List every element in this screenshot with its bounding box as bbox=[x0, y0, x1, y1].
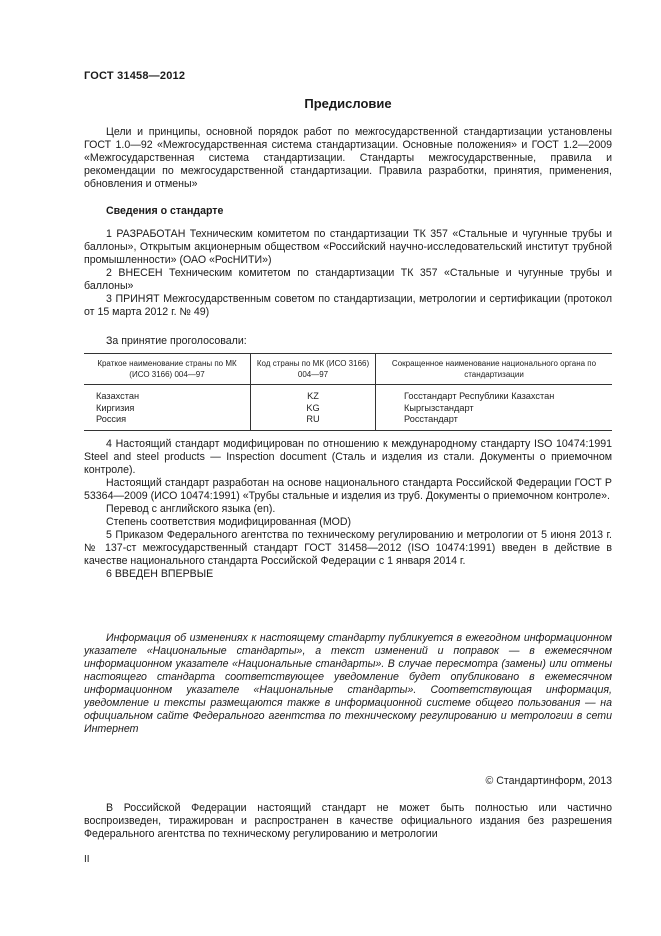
country-cell: Киргизия bbox=[96, 402, 135, 413]
code-cell: KG bbox=[251, 403, 376, 415]
table-row bbox=[84, 403, 612, 415]
header-national-organ: Сокращенное наименование национального органа по стандартизации bbox=[376, 354, 613, 385]
country-cell: Россия bbox=[84, 414, 251, 430]
votes-table bbox=[84, 353, 612, 431]
table-row bbox=[84, 414, 612, 430]
organ-cell: Росстандарт bbox=[376, 414, 613, 430]
standard-info-items bbox=[84, 228, 612, 319]
code-cell: KZ bbox=[251, 385, 376, 403]
code-cell: RU bbox=[251, 414, 376, 430]
preface-intro-text: Цели и принципы, основной порядок работ по межгосударственной стандартизации установлены ГОСТ 1.0—92 «Межгосударственная система стандартизации. Основные положения» и ГОСТ 1.2—2009 «Межгосударственная система стандартизации. Стандарты межгосударственные, правила и рекомендации по межгосударственной стандартизации. Правила разработки, принятия, применения, обновления и отмены» bbox=[84, 126, 612, 190]
page-number: II bbox=[84, 854, 90, 865]
header-country-name: Краткое наименование страны по МК (ИСО 3166) 004—97 bbox=[84, 354, 251, 385]
votes-table-header-row bbox=[84, 354, 612, 385]
item-6-introduced: 6 ВВЕДЕН ВПЕРВЫЕ bbox=[106, 568, 214, 580]
votes-title: За принятие проголосовали: bbox=[106, 335, 247, 347]
changes-information-notice: Информация об изменениях к настоящему стандарту публикуется в ежегодном информационном указателе «Национальные стандарты», а текст изменений и поправок — в ежемесячном информационном указателе «Национальные стандарты». В случае пересмотра (замены) или отмены настоящего стандарта соответствующее уведомление будет опубликовано в ежемесячном информационном указателе «Национальные стандарты». Соответствующая информация, уведомление и тексты размещаются также в информационной системе общего пользования — на официальном сайте Федерального агентства по техническому регулированию и метрологии в сети Интернет bbox=[84, 632, 612, 735]
item-5-order: 5 Приказом Федерального агентства по техническому регулированию и метрологии от 5 июня 2013 г. № 137-ст межгосударственный стандарт ГОСТ 31458—2012 (ISO 10474:1991) введен в действие в качестве национального стандарта Российской Федерации с 1 января 2014 г. bbox=[84, 529, 612, 567]
table-row bbox=[84, 385, 612, 403]
standard-info-items-continued bbox=[84, 438, 612, 581]
reproduction-rights-notice: В Российской Федерации настоящий стандарт не может быть полностью или частично воспроизведен, тиражирован и распространен в качестве официального издания без разрешения Федерального агентства по техническому регулированию и метрологии bbox=[84, 802, 612, 840]
standard-info-item-3: 3 ПРИНЯТ Межгосударственным советом по стандартизации, метрологии и сертификации (протокол от 15 марта 2012 г. № 49) bbox=[84, 293, 612, 318]
item-4-modification: 4 Настоящий стандарт модифицирован по отношению к международному стандарту ISO 10474:1991 Steel and steel products — Inspection document (Сталь и изделия из стали. Документы о приемочном контроле). bbox=[84, 438, 612, 476]
copyright: © Стандартинформ, 2013 bbox=[485, 775, 612, 787]
preface-title: Предисловие bbox=[304, 96, 392, 111]
item-translation: Перевод с английского языка (en). bbox=[106, 503, 276, 515]
item-basis-standard: Настоящий стандарт разработан на основе национального стандарта Российской Федерации ГОСТ Р 53364—2009 (ИСО 10474:1991) «Трубы стальные и изделия из труб. Документы о приемочном контроле». bbox=[84, 477, 612, 502]
standard-info-title: Сведения о стандарте bbox=[106, 205, 224, 217]
item-conformity-degree: Степень соответствия модифицированная (MOD) bbox=[106, 516, 352, 528]
document-code: ГОСТ 31458—2012 bbox=[84, 70, 186, 82]
preface-intro bbox=[84, 126, 612, 191]
organ-cell: Госстандарт Республики Казахстан bbox=[376, 385, 613, 403]
standard-info-item-1: 1 РАЗРАБОТАН Техническим комитетом по стандартизации ТК 357 «Стальные и чугунные трубы и баллоны», Открытым акционерным обществом «Российский научно-исследовательский институт трубной промышленности» (ОАО «РосНИТИ») bbox=[84, 228, 612, 266]
country-cell: Казахстан bbox=[96, 391, 140, 401]
organ-cell: Кыргызстандарт bbox=[376, 403, 613, 415]
header-country-code: Код страны по МК (ИСО 3166) 004—97 bbox=[251, 354, 376, 385]
standard-info-item-2: 2 ВНЕСЕН Техническим комитетом по стандартизации ТК 357 «Стальные и чугунные трубы и баллоны» bbox=[84, 267, 612, 292]
